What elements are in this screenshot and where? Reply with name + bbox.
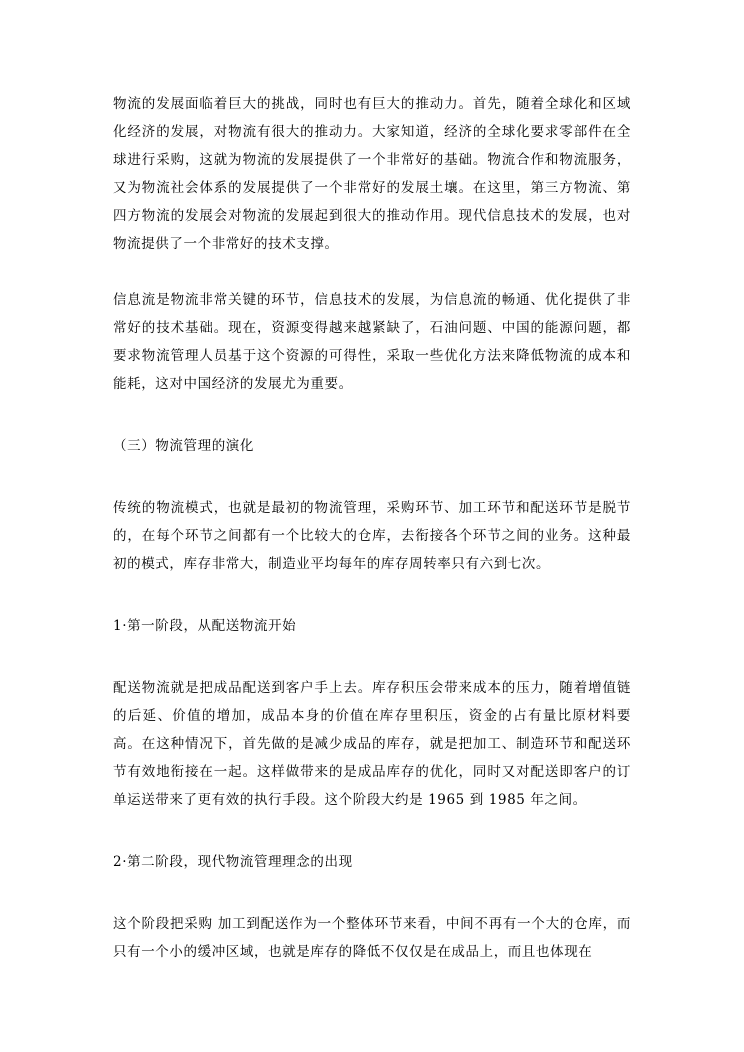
body-paragraph-logistics-challenges: 物流的发展面临着巨大的挑战，同时也有巨大的推动力。首先，随着全球化和区域化经济的发展，对物流有很大的推动力。大家知道，经济的全球化要求零部件在全球进行采购，这就为物流的发展提供了一个非常好的基础。物流合作和物流服务，又为物流社会体系的发展提供了一个非常好的发展土壤。在这里，第三方物流、第四方物流的发展会对物流的发展起到很大的推动作用。现代信息技术的发展，也对物流提供了一个非常好的技术支撑。 [113,96,631,252]
stage-heading-first-stage: 1·第一阶段，从配送物流开始 [113,618,297,634]
body-paragraph-information-flow: 信息流是物流非常关键的环节，信息技术的发展，为信息流的畅通、优化提供了非常好的技术基础。现在，资源变得越来越紧缺了，石油问题、中国的能源问题，都要求物流管理人员基于这个资源的可得性，采取一些优化方法来降低物流的成本和能耗，这对中国经济的发展尤为重要。 [113,292,631,392]
body-paragraph-traditional-model: 传统的物流模式，也就是最初的物流管理，采购环节、加工环节和配送环节是脱节的，在每个环节之间都有一个比较大的仓库，去衔接各个环节之间的业务。这种最初的模式，库存非常大，制造业平均每年的库存周转率只有六到七次。 [113,500,631,572]
body-paragraph-modern-management: 这个阶段把采购 加工到配送作为一个整体环节来看，中间不再有一个大的仓库，而只有一个小的缓冲区域，也就是库存的降低不仅仅是在成品上，而且也体现在 [113,916,631,960]
body-paragraph-distribution-logistics: 配送物流就是把成品配送到客户手上去。库存积压会带来成本的压力，随着增值链的后延、价值的增加，成品本身的价值在库存里积压，资金的占有量比原材料要高。在这种情况下，首先做的是减少成品的库存，就是把加工、制造环节和配送环节有效地衔接在一起。这样做带来的是成品库存的优化，同时又对配送即客户的订单运送带来了更有效的执行手段。这个阶段大约是 1965 到 1985 年之间。 [113,680,631,808]
section-heading-evolution: （三）物流管理的演化 [113,438,254,454]
stage-heading-second-stage: 2·第二阶段，现代物流管理理念的出现 [113,854,353,870]
